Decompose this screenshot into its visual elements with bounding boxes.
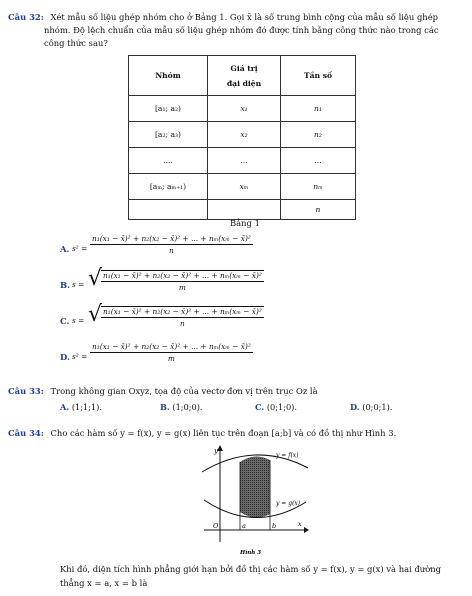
table-row [129,96,356,122]
table-cell-group: .... [129,148,208,174]
table-cell-frequency: n₁ [281,96,356,122]
q33-option-b-value: (1;0;0). [172,402,203,412]
label-g: y = g(x) [276,500,301,507]
question-33-label: Câu 33: [8,386,44,396]
question-32-line-1 [8,12,438,22]
table-caption: Bảng 1 [230,218,260,228]
option-c-fraction [101,306,264,328]
table-row [129,200,356,220]
table-cell-frequency: ... [281,148,356,174]
x-axis-arrow-icon [304,527,309,533]
option-b-lhs: s = [72,280,85,289]
label-b: b [272,522,277,530]
table-header-group: Nhóm [129,56,208,96]
figure-caption: Hình 3 [240,550,262,556]
q33-option-b[interactable] [160,402,203,412]
option-a-lhs: s² = [72,244,88,253]
label-x: x [298,520,302,528]
option-d-numerator: n₁(x₁ − x̄)² + n₂(x₂ − x̄)² + ... + nₘ(xₘ − x̄)² [92,342,251,351]
table-cell-group: [aₘ; aₘ₊₁) [129,174,208,200]
question-34-text-1: Cho các hàm số y = f(x), y = g(x) liên tục trên đoạn [a;b] và có đồ thị như Hình 3. [50,428,397,438]
table-header-value [208,56,281,96]
option-a-numerator: n₁(x₁ − x̄)² + n₂(x₂ − x̄)² + ... + nₘ(xₘ − x̄)² [92,234,251,243]
table-row [129,148,356,174]
label-y: y [214,447,218,455]
table-cell-value [208,200,281,220]
table-cell-frequency: n [281,200,356,220]
option-b-letter: B. [60,280,70,290]
shaded-area [240,456,270,517]
table-header-value-line-2: đại diện [226,78,262,88]
q33-option-a[interactable] [60,402,102,412]
q33-option-a-letter: A. [60,402,70,412]
question-32-text-1: Xét mẫu số liệu ghép nhóm cho ở Bảng 1. Gọi x̄ là số trung bình cộng của mẫu số liệu ghép [50,12,439,22]
q33-option-c[interactable] [255,402,297,412]
table-cell-group [129,200,208,220]
q33-option-c-letter: C. [255,402,265,412]
question-32-text-2: nhóm. Độ lệch chuẩn của mẫu số liệu ghép nhóm đó được tính bằng công thức nào trong các [44,25,439,35]
question-34-text-2: Khi đó, diện tích hình phẳng giới hạn bởi đồ thị các hàm số y = f(x), y = g(x) và hai đường [60,564,441,574]
q33-option-d[interactable] [350,402,392,412]
sqrt-icon: √ [88,302,103,327]
table-header-value-line-1: Giá trị [230,63,258,73]
question-32-label: Câu 32: [8,12,44,22]
option-c-denominator: n [180,319,185,328]
question-33-line [8,386,318,396]
table-row [129,122,356,148]
option-a-letter: A. [60,244,70,254]
question-34-text-3: thẳng x = a, x = b là [60,578,148,588]
figure-3-graph [200,442,310,558]
q33-option-c-value: (0;1;0). [266,402,297,412]
option-c-letter: C. [60,316,70,326]
table-header-frequency: Tần số [281,56,356,96]
option-c-lhs: s = [72,316,85,325]
option-b-denominator: m [178,283,186,292]
table-cell-frequency: nₘ [281,174,356,200]
option-b-fraction [101,270,264,292]
table-row [129,174,356,200]
table-cell-value: xₘ [208,174,281,200]
option-b-numerator: n₁(x₁ − x̄)² + n₂(x₂ − x̄)² + ... + nₘ(xₘ − x̄)² [103,271,262,280]
label-a: a [242,522,246,530]
question-33-text: Trong không gian Oxyz, tọa độ của vectơ đơn vị trên trục Oz là [50,386,318,396]
label-f: y = f(x) [276,452,299,459]
table-cell-value: ... [208,148,281,174]
option-c-numerator: n₁(x₁ − x̄)² + n₂(x₂ − x̄)² + ... + nₘ(xₘ − x̄)² [103,307,262,316]
table-cell-frequency: n₂ [281,122,356,148]
table-cell-value: x₂ [208,122,281,148]
q33-option-d-value: (0;0;1). [362,402,393,412]
q33-option-b-letter: B. [160,402,170,412]
question-34-label: Câu 34: [8,428,44,438]
q33-option-d-letter: D. [350,402,360,412]
sqrt-icon: √ [88,266,103,291]
table-cell-value: x₁ [208,96,281,122]
question-32-text-3: công thức sau? [44,38,108,48]
option-a-fraction [90,234,253,255]
option-a-denominator: n [169,246,174,255]
option-d-lhs: s² = [72,352,88,361]
question-34-line-1 [8,428,396,438]
label-origin: O [213,522,219,530]
table-cell-group: [a₂; a₃) [129,122,208,148]
table-cell-group: [a₁; a₂) [129,96,208,122]
frequency-table [128,55,356,220]
option-d-denominator: m [167,354,175,363]
option-d-letter: D. [60,352,70,362]
option-d-fraction [90,342,253,363]
q33-option-a-value: (1;1;1). [71,402,102,412]
